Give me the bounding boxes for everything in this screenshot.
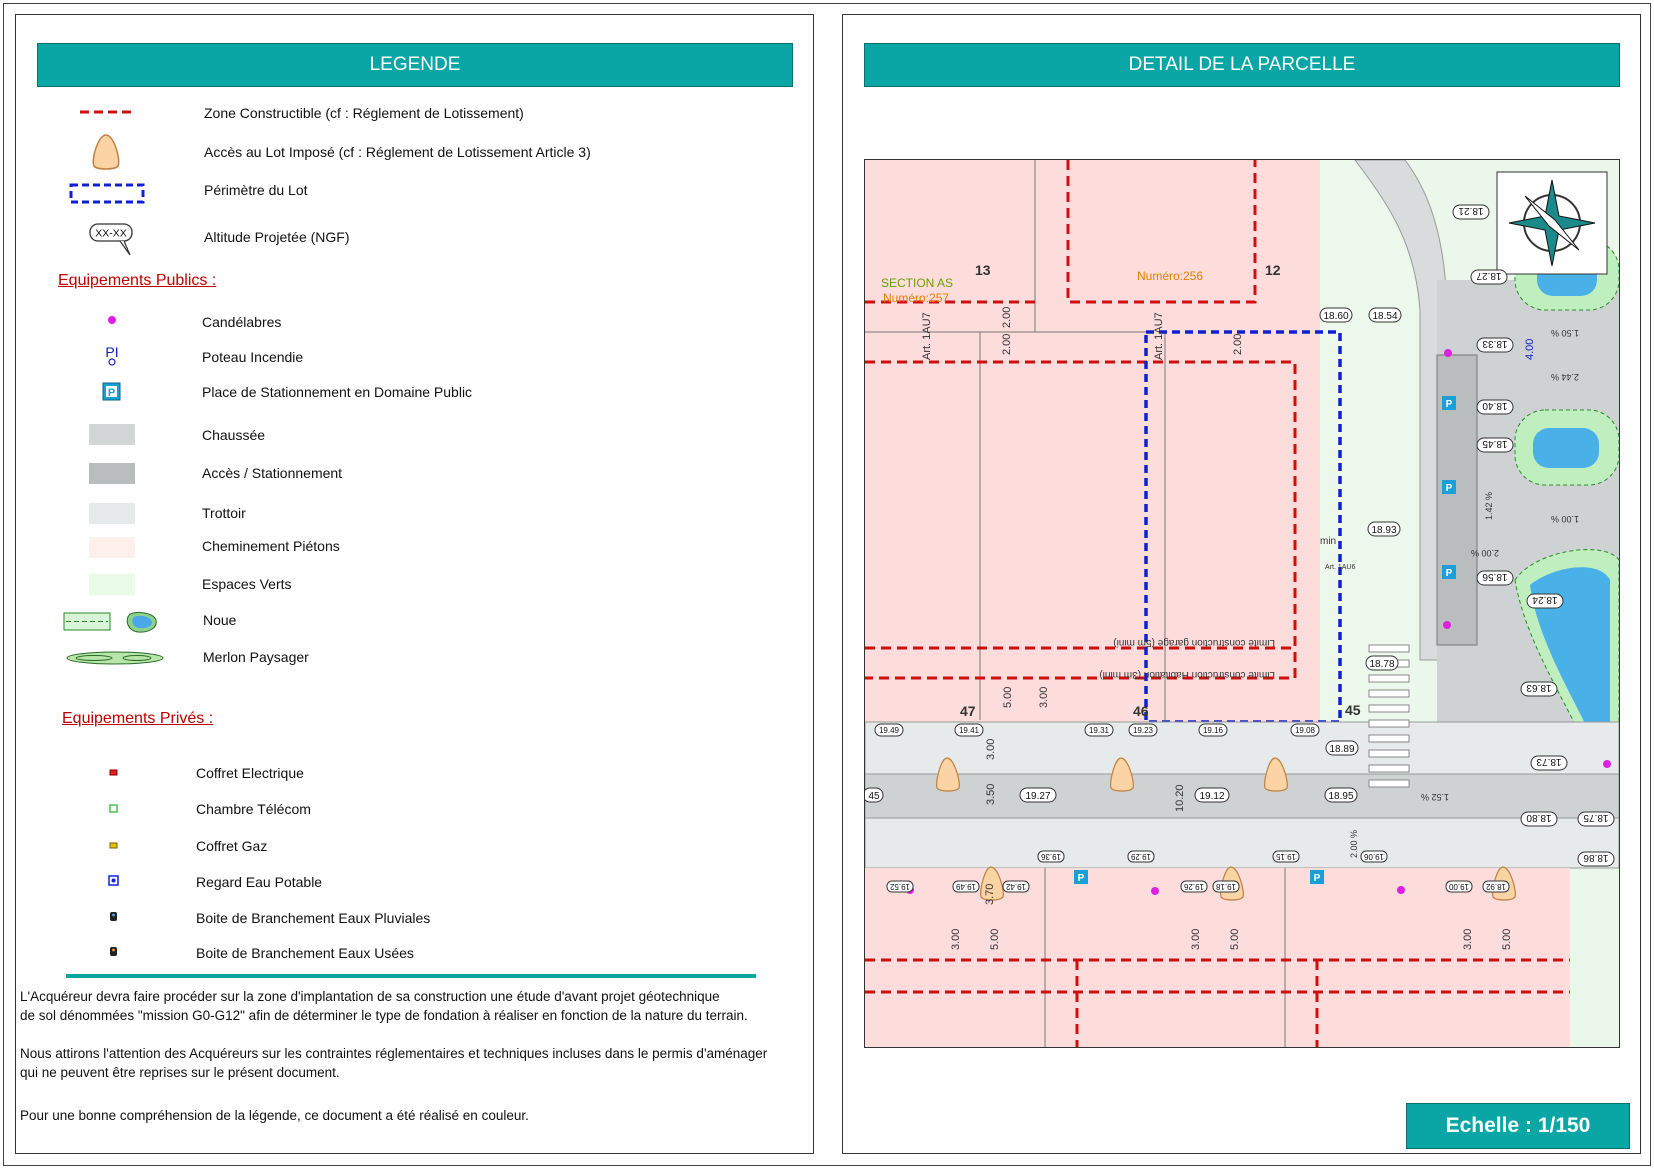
dimension-label: 5.00 bbox=[1229, 928, 1241, 950]
fire-hydrant-icon bbox=[100, 344, 124, 368]
dimension-label: 3.70 bbox=[984, 883, 996, 905]
svg-text:P: P bbox=[1077, 873, 1085, 884]
geotech-note-line-2: de sol dénommées "mission G0-G12" afin de déterminer le type de fondation à réaliser en fonction de la nature du terrain. bbox=[20, 1008, 748, 1023]
parcel-map-drawing bbox=[865, 160, 1619, 1047]
svg-text:P: P bbox=[1313, 873, 1321, 884]
svg-text:19.42: 19.42 bbox=[1005, 882, 1027, 891]
svg-text:18.63: 18.63 bbox=[1526, 682, 1552, 693]
wastewater-box-icon bbox=[108, 946, 120, 958]
dimension-label: 2.00 bbox=[1232, 333, 1244, 355]
svg-text:19.52: 19.52 bbox=[889, 882, 911, 891]
dimension-label: 4.00 bbox=[1524, 338, 1536, 360]
electric-box-icon bbox=[109, 768, 119, 778]
svg-text:19.15: 19.15 bbox=[1275, 852, 1297, 861]
svg-text:19.49: 19.49 bbox=[878, 726, 900, 735]
parking-swatch bbox=[89, 463, 135, 484]
parking-letter: P bbox=[107, 387, 116, 399]
legend-item-label: Place de Stationnement en Domaine Public bbox=[202, 384, 473, 400]
rainwater-box-icon bbox=[108, 911, 120, 923]
dashed-red-line-icon bbox=[78, 104, 138, 120]
road-swatch bbox=[89, 424, 135, 445]
legend-item-label: Trottoir bbox=[202, 505, 246, 521]
svg-text:18.95: 18.95 bbox=[1328, 791, 1354, 802]
legend-item-label: Candélabres bbox=[202, 314, 282, 330]
dimension-label: 3.00 bbox=[950, 928, 962, 950]
dimension-label: 5.00 bbox=[989, 928, 1001, 950]
altitude-bubble-icon bbox=[88, 222, 136, 258]
svg-text:18.60: 18.60 bbox=[1323, 311, 1349, 322]
dimension-label: 2.00 bbox=[1001, 306, 1013, 328]
svg-text:19.29: 19.29 bbox=[1130, 852, 1152, 861]
legend-item-label: Chambre Télécom bbox=[196, 801, 311, 817]
dimension-label: 2.00 bbox=[1001, 333, 1013, 355]
svg-text:18.89: 18.89 bbox=[1329, 744, 1355, 755]
dimension-label: 5.00 bbox=[1002, 686, 1014, 708]
sidewalk-swatch bbox=[89, 503, 135, 524]
svg-text:18.40: 18.40 bbox=[1482, 400, 1508, 411]
svg-text:2.00 %: 2.00 % bbox=[1470, 548, 1499, 558]
legend-item-label: Périmètre du Lot bbox=[204, 182, 308, 198]
altitude-sample-text: XX-XX bbox=[95, 227, 127, 240]
svg-text:18.92: 18.92 bbox=[1485, 882, 1507, 891]
private-equipment-title: Equipements Privés : bbox=[62, 710, 214, 727]
numero-257-label: Numéro:257 bbox=[883, 291, 950, 305]
dimension-label: 5.00 bbox=[1501, 928, 1513, 950]
dimension-label: 10.20 bbox=[1174, 784, 1186, 812]
svg-text:19.16: 19.16 bbox=[1202, 726, 1224, 735]
constraints-note-line-1: Nous attirons l'attention des Acquéreurs sur les contraintes réglementaires et techniques incluses dans le permis d'aménager bbox=[20, 1046, 768, 1061]
legend-item-label: Accès au Lot Imposé (cf : Réglement de Lotissement Article 3) bbox=[204, 144, 591, 160]
scale-label: Echelle : 1/150 bbox=[1406, 1103, 1630, 1149]
legend-item-label: Cheminement Piétons bbox=[202, 538, 340, 554]
svg-text:19.27: 19.27 bbox=[1025, 791, 1051, 802]
legend-item-label: Chaussée bbox=[202, 427, 266, 443]
berm-icon bbox=[64, 648, 168, 668]
gas-box-icon bbox=[109, 841, 119, 851]
svg-text:1.52 %: 1.52 % bbox=[1420, 792, 1449, 802]
svg-text:18.80: 18.80 bbox=[1526, 812, 1552, 823]
water-manhole-icon bbox=[108, 875, 120, 887]
svg-text:P: P bbox=[1445, 568, 1453, 579]
constraints-note-line-2: qui ne peuvent être reprises sur le présent document. bbox=[20, 1065, 340, 1080]
art-label: Art. 1AU7 bbox=[1153, 312, 1165, 360]
parking-icon bbox=[102, 382, 122, 402]
svg-text:19.31: 19.31 bbox=[1088, 726, 1110, 735]
svg-text:18.24: 18.24 bbox=[1532, 594, 1558, 605]
legend-item-label: Coffret Gaz bbox=[196, 838, 268, 854]
parcel-map[interactable] bbox=[864, 159, 1620, 1048]
street-lamp-icon bbox=[106, 314, 118, 326]
lot-number: 12 bbox=[1265, 262, 1281, 278]
lots-area-bottom bbox=[865, 868, 1570, 1047]
dimension-label: 3.50 bbox=[985, 783, 997, 805]
legend-item-label: Accès / Stationnement bbox=[202, 465, 343, 481]
compass-rose-icon bbox=[1497, 172, 1607, 274]
svg-text:18.93: 18.93 bbox=[1371, 525, 1397, 536]
svg-text:1.00 %: 1.00 % bbox=[1550, 514, 1579, 524]
svg-text:19.00: 19.00 bbox=[1448, 882, 1470, 891]
min-label: min bbox=[1320, 536, 1337, 547]
legend-item-label: Boite de Branchement Eaux Pluviales bbox=[196, 910, 431, 926]
svg-text:19.06: 19.06 bbox=[1363, 852, 1385, 861]
svg-text:18.21: 18.21 bbox=[1458, 205, 1484, 216]
limit-habitation-label: Limite construction Habitation (3m mini) bbox=[1099, 669, 1275, 680]
water-basin bbox=[1533, 428, 1599, 468]
svg-text:18.33: 18.33 bbox=[1482, 338, 1508, 349]
legend-item-label: Coffret Electrique bbox=[196, 765, 304, 781]
svg-text:1.42 %: 1.42 % bbox=[1484, 491, 1494, 520]
dimension-label: 3.00 bbox=[1190, 928, 1202, 950]
legend-title: LEGENDE bbox=[37, 43, 793, 87]
lot-number: 13 bbox=[975, 262, 991, 278]
svg-text:2.00 %: 2.00 % bbox=[1349, 829, 1359, 858]
lots-area bbox=[865, 160, 1320, 752]
dimension-label: 3.00 bbox=[985, 738, 997, 760]
legend-item-label: Zone Constructible (cf : Réglement de Lotissement) bbox=[204, 105, 524, 121]
numero-256-label: Numéro:256 bbox=[1137, 269, 1204, 283]
svg-text:18.56: 18.56 bbox=[1482, 571, 1508, 582]
lot-number: 47 bbox=[960, 703, 976, 719]
art-label: Art. 1AU7 bbox=[921, 312, 933, 360]
dimension-label: 3.00 bbox=[1462, 928, 1474, 950]
svg-text:45: 45 bbox=[868, 791, 880, 802]
dashed-blue-rect-icon bbox=[68, 182, 148, 206]
svg-text:19.49: 19.49 bbox=[955, 882, 977, 891]
legend-item-label: Espaces Verts bbox=[202, 576, 292, 592]
svg-text:19.36: 19.36 bbox=[1040, 852, 1062, 861]
svg-text:18.73: 18.73 bbox=[1536, 756, 1562, 767]
legend-divider bbox=[66, 974, 756, 978]
geotech-note-line-1: L'Acquéreur devra faire procéder sur la zone d'implantation de sa construction une étude d'avant projet géotechnique bbox=[20, 989, 720, 1004]
svg-text:P: P bbox=[1445, 483, 1453, 494]
svg-text:1.50 %: 1.50 % bbox=[1550, 328, 1579, 338]
section-label: SECTION AS bbox=[881, 276, 954, 290]
legend-item-label: Regard Eau Potable bbox=[196, 874, 323, 890]
svg-text:19.41: 19.41 bbox=[958, 726, 980, 735]
limit-garage-label: Limite construction garage (5m mini) bbox=[1113, 637, 1275, 648]
svg-text:18.86: 18.86 bbox=[1583, 852, 1609, 863]
svg-text:P: P bbox=[1445, 399, 1453, 410]
svg-text:19.23: 19.23 bbox=[1132, 726, 1154, 735]
green-space-swatch bbox=[89, 574, 135, 595]
sidewalk-band bbox=[865, 818, 1619, 868]
svg-text:19.18: 19.18 bbox=[1215, 882, 1237, 891]
svg-text:19.26: 19.26 bbox=[1183, 882, 1205, 891]
swale-icon bbox=[62, 608, 166, 636]
telecom-chamber-icon bbox=[109, 804, 119, 814]
legend-item-label: Merlon Paysager bbox=[203, 649, 309, 665]
detail-title: DETAIL DE LA PARCELLE bbox=[864, 43, 1620, 87]
svg-text:18.27: 18.27 bbox=[1476, 270, 1502, 281]
svg-text:2.44 %: 2.44 % bbox=[1550, 372, 1579, 382]
svg-text:18.54: 18.54 bbox=[1372, 311, 1398, 322]
lot-number: 45 bbox=[1345, 702, 1361, 718]
legend-item-label: Noue bbox=[203, 612, 237, 628]
svg-text:18.78: 18.78 bbox=[1369, 659, 1395, 670]
footpath-swatch bbox=[89, 537, 135, 558]
art-label: Art. 1AU6 bbox=[1325, 564, 1356, 571]
access-triangle-icon bbox=[88, 132, 124, 172]
svg-text:18.75: 18.75 bbox=[1583, 812, 1609, 823]
svg-text:19.12: 19.12 bbox=[1199, 791, 1225, 802]
dimension-label: 3.00 bbox=[1038, 686, 1050, 708]
hydrant-label: PI bbox=[105, 344, 119, 360]
legend-item-label: Boite de Branchement Eaux Usées bbox=[196, 945, 414, 961]
lot-number: 46 bbox=[1133, 703, 1149, 719]
public-equipment-title: Equipements Publics : bbox=[58, 272, 217, 289]
svg-text:18.45: 18.45 bbox=[1482, 438, 1508, 449]
color-note: Pour une bonne compréhension de la légende, ce document a été réalisé en couleur. bbox=[20, 1108, 529, 1123]
svg-text:19.08: 19.08 bbox=[1294, 726, 1316, 735]
legend-item-label: Altitude Projetée (NGF) bbox=[204, 229, 350, 245]
road-band bbox=[865, 774, 1619, 818]
legend-item-label: Poteau Incendie bbox=[202, 349, 304, 365]
